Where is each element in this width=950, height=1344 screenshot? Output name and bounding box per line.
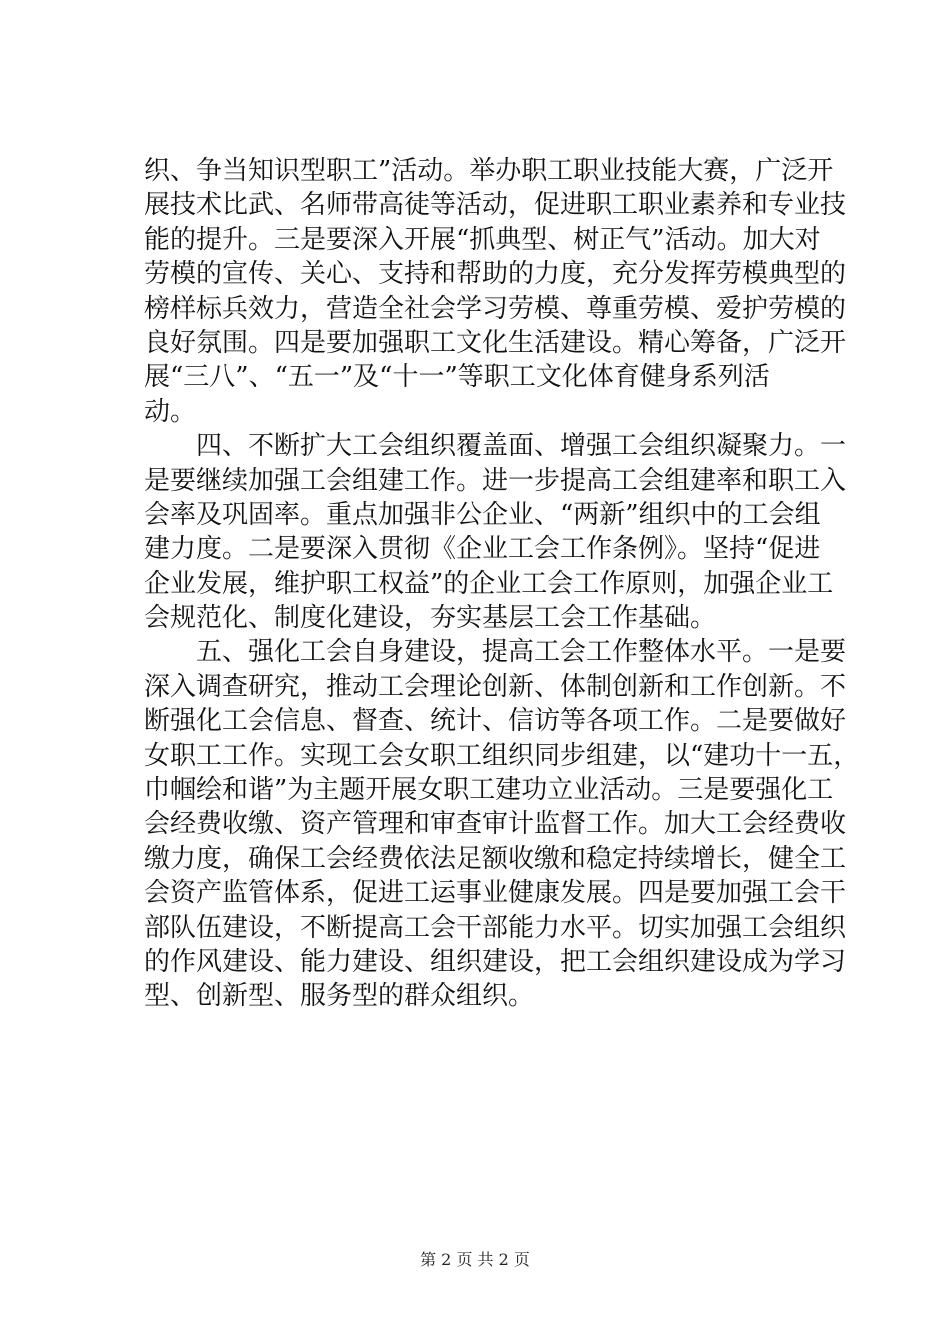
text-line: 型、创新型、服务型的群众组织。 — [144, 981, 535, 1012]
text-line: 四、不断扩大工会组织覆盖面、增强工会组织凝聚力。一 — [144, 431, 847, 462]
text-line: 展“三八”、“五一”及“十一”等职工文化体育健身系列活 — [144, 362, 770, 393]
document-body — [144, 154, 860, 1014]
text-line: 劳模的宣传、关心、支持和帮助的力度，充分发挥劳模典型的 — [144, 259, 847, 290]
text-line: 会规范化、制度化建设，夯实基层工会工作基础。 — [144, 603, 717, 634]
text-line: 五、强化工会自身建设，提高工会工作整体水平。一是要 — [144, 637, 847, 668]
text-line: 缴力度，确保工会经费依法足额收缴和稳定持续增长，健全工 — [144, 843, 847, 874]
text-line: 织、争当知识型职工”活动。举办职工职业技能大赛，广泛开 — [144, 156, 834, 186]
text-line: 会率及巩固率。重点加强非公企业、“两新”组织中的工会组 — [144, 499, 821, 530]
text-line: 女职工工作。实现工会女职工组织同步组建，以“建功十一五， — [144, 740, 860, 771]
text-line: 部队伍建设，不断提高工会干部能力水平。切实加强工会组织 — [144, 912, 847, 943]
text-line: 是要继续加强工会组建工作。进一步提高工会组建率和职工入 — [144, 465, 847, 496]
text-line: 建力度。二是要深入贯彻《企业工会工作条例》。坚持“促进 — [144, 534, 821, 565]
text-line: 的作风建设、能力建设、组织建设，把工会组织建设成为学习 — [144, 946, 847, 977]
text-line: 巾帼绘和谐”为主题开展女职工建功立业活动。三是要强化工 — [144, 775, 834, 806]
text-line: 深入调查研究，推动工会理论创新、体制创新和工作创新。不 — [144, 671, 847, 702]
text-line: 能的提升。三是要深入开展“抓典型、树正气”活动。加大对 — [144, 224, 821, 255]
text-line: 企业发展，维护职工权益”的企业工会工作原则，加强企业工 — [144, 568, 834, 599]
page-number-footer: 第 2 页 共 2 页 — [420, 1250, 530, 1269]
text-line: 会资产监管体系，促进工运事业健康发展。四是要加强工会干 — [144, 878, 847, 909]
text-line: 断强化工会信息、督查、统计、信访等各项工作。二是要做好 — [144, 706, 847, 737]
text-line: 展技术比武、名师带高徒等活动，促进职工职业素养和专业技 — [144, 190, 847, 221]
text-line: 会经费收缴、资产管理和审查审计监督工作。加大工会经费收 — [144, 809, 847, 840]
text-line: 榜样标兵效力，营造全社会学习劳模、尊重劳模、爱护劳模的 — [144, 293, 847, 324]
text-line: 良好氛围。四是要加强职工文化生活建设。精心筹备，广泛开 — [144, 327, 847, 358]
text-line: 动。 — [144, 396, 197, 427]
